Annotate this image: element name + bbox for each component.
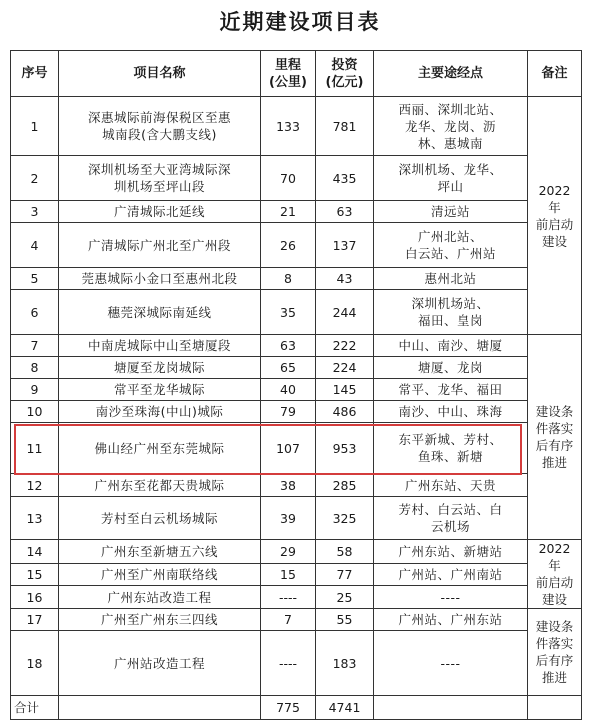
table-row xyxy=(11,97,582,156)
header-route: 主要途经点 xyxy=(374,51,528,97)
route-line: ---- xyxy=(440,655,461,671)
row-mileage: 63 xyxy=(261,335,316,357)
table-row xyxy=(11,379,582,401)
route-line: 福田、皇岗 xyxy=(417,313,483,328)
table-row xyxy=(11,474,582,497)
table-title: 近期建设项目表 xyxy=(219,10,381,34)
row-seq: 10 xyxy=(11,401,59,423)
row-seq: 6 xyxy=(11,290,59,335)
table-row xyxy=(11,268,582,290)
row-route xyxy=(374,357,528,379)
route-line: 南沙、中山、珠海 xyxy=(398,404,503,419)
row-investment: 224 xyxy=(316,357,374,379)
route-line: 清远站 xyxy=(430,204,470,219)
row-investment: 325 xyxy=(316,497,374,540)
row-project-name xyxy=(59,540,261,564)
route-line: ---- xyxy=(440,589,461,605)
row-project-name xyxy=(59,474,261,497)
project-name-line: 塘厦至龙岗城际 xyxy=(113,360,205,375)
route-line: 深圳机场站、 xyxy=(411,296,490,311)
table-row xyxy=(11,540,582,564)
row-investment: 137 xyxy=(316,223,374,268)
project-name-line: 深惠城际前海保税区至惠 xyxy=(87,110,231,125)
note-line: 2022 年 xyxy=(538,182,571,215)
note-line: 前启动 xyxy=(535,575,574,590)
row-investment: 58 xyxy=(316,540,374,564)
row-project-name xyxy=(59,497,261,540)
row-mileage: 70 xyxy=(261,156,316,201)
row-seq: 16 xyxy=(11,586,59,609)
note-group2 xyxy=(528,335,582,540)
total-row xyxy=(11,696,582,720)
row-investment: 953 xyxy=(316,423,374,474)
project-name-line: 深圳机场至大亚湾城际深 xyxy=(87,162,231,177)
header-note: 备注 xyxy=(528,51,582,97)
note-line: 前启动 xyxy=(535,216,574,232)
row-route xyxy=(374,379,528,401)
route-line: 云机场 xyxy=(430,519,470,534)
table-row xyxy=(11,335,582,357)
header-investment xyxy=(316,51,374,97)
note-line: 件落实 xyxy=(535,421,574,436)
total-empty xyxy=(59,696,261,720)
row-seq: 15 xyxy=(11,563,59,586)
row-seq: 8 xyxy=(11,357,59,379)
table-row xyxy=(11,563,582,586)
row-project-name xyxy=(59,156,261,201)
total-mileage: 775 xyxy=(261,696,316,720)
row-seq: 18 xyxy=(11,631,59,696)
table-row xyxy=(11,156,582,201)
table-row xyxy=(11,201,582,223)
row-seq: 1 xyxy=(11,97,59,156)
row-project-name xyxy=(59,97,261,156)
route-line: 广州站、广州南站 xyxy=(398,567,503,582)
header-row xyxy=(11,51,582,97)
row-route xyxy=(374,540,528,564)
route-line: 中山、南沙、塘厦 xyxy=(398,338,503,353)
route-line: 深圳机场、龙华、 xyxy=(398,162,503,177)
row-route xyxy=(374,201,528,223)
row-mileage: 107 xyxy=(261,423,316,474)
row-route xyxy=(374,423,528,474)
row-route xyxy=(374,290,528,335)
route-line: 广州东站、新塘站 xyxy=(398,543,503,559)
project-name-line: 中南虎城际中山至塘厦段 xyxy=(87,338,231,353)
row-route xyxy=(374,474,528,497)
row-project-name xyxy=(59,609,261,631)
project-name-line: 广州站改造工程 xyxy=(113,655,205,671)
row-project-name xyxy=(59,586,261,609)
header-mileage xyxy=(261,51,316,97)
row-project-name xyxy=(59,290,261,335)
row-route xyxy=(374,563,528,586)
note-line: 后有序 xyxy=(535,438,574,453)
row-mileage: 79 xyxy=(261,401,316,423)
row-route xyxy=(374,268,528,290)
total-route-empty xyxy=(374,696,528,720)
route-line: 常平、龙华、福田 xyxy=(398,382,503,397)
row-project-name xyxy=(59,357,261,379)
header-name: 项目名称 xyxy=(59,51,261,97)
total-investment: 4741 xyxy=(316,696,374,720)
note-group4 xyxy=(528,609,582,696)
row-investment: 55 xyxy=(316,609,374,631)
total-note-empty xyxy=(528,696,582,720)
row-investment: 222 xyxy=(316,335,374,357)
row-mileage: 29 xyxy=(261,540,316,564)
note-line: 推进 xyxy=(541,455,567,470)
project-name-line: 常平至龙华城际 xyxy=(113,382,205,397)
row-project-name xyxy=(59,223,261,268)
row-project-name xyxy=(59,335,261,357)
route-line: 广州站、广州东站 xyxy=(398,612,503,627)
row-mileage: 35 xyxy=(261,290,316,335)
route-line: 惠州北站 xyxy=(424,271,477,286)
header-mileage-line2: (公里) xyxy=(269,74,307,90)
row-route xyxy=(374,223,528,268)
route-line: 芳村、白云站、白 xyxy=(398,502,503,517)
project-name-line: 广州东站改造工程 xyxy=(107,589,212,605)
row-mileage: 7 xyxy=(261,609,316,631)
note-line: 件落实 xyxy=(535,636,574,651)
row-seq: 3 xyxy=(11,201,59,223)
row-project-name xyxy=(59,379,261,401)
route-line: 坪山 xyxy=(437,179,464,194)
note-line: 建设条 xyxy=(535,404,574,419)
row-mileage: 21 xyxy=(261,201,316,223)
row-route xyxy=(374,401,528,423)
route-line: 西丽、深圳北站、 xyxy=(398,101,503,117)
route-line: 东平新城、芳村、 xyxy=(398,432,503,447)
project-name-line: 广州东至花都天贵城际 xyxy=(94,477,225,493)
route-line: 广州北站、 xyxy=(417,229,483,244)
table-row xyxy=(11,401,582,423)
route-line: 林、惠城南 xyxy=(417,135,483,151)
row-investment: 25 xyxy=(316,586,374,609)
row-route xyxy=(374,497,528,540)
row-mileage: 15 xyxy=(261,563,316,586)
row-seq: 11 xyxy=(11,423,59,474)
table-row xyxy=(11,423,582,474)
project-name-line: 广州东至新塘五六线 xyxy=(100,543,218,559)
row-investment: 486 xyxy=(316,401,374,423)
row-seq: 2 xyxy=(11,156,59,201)
row-investment: 435 xyxy=(316,156,374,201)
total-label: 合计 xyxy=(11,696,59,720)
row-project-name xyxy=(59,201,261,223)
project-name-line: 广清城际北延线 xyxy=(113,204,205,219)
route-line: 广州东站、天贵 xyxy=(404,477,496,493)
row-project-name xyxy=(59,563,261,586)
row-investment: 63 xyxy=(316,201,374,223)
project-name-line: 佛山经广州至东莞城际 xyxy=(94,440,225,456)
row-route xyxy=(374,586,528,609)
row-mileage: 65 xyxy=(261,357,316,379)
row-project-name xyxy=(59,631,261,696)
row-seq: 13 xyxy=(11,497,59,540)
row-seq: 5 xyxy=(11,268,59,290)
row-route xyxy=(374,156,528,201)
project-name-line: 穗莞深城际南延线 xyxy=(107,304,212,320)
row-route xyxy=(374,97,528,156)
row-route xyxy=(374,335,528,357)
route-line: 龙华、龙岗、沥 xyxy=(404,118,496,134)
table-row xyxy=(11,497,582,540)
row-seq: 7 xyxy=(11,335,59,357)
note-group3 xyxy=(528,540,582,609)
row-project-name xyxy=(59,268,261,290)
row-investment: 145 xyxy=(316,379,374,401)
note-line: 建设 xyxy=(541,592,567,607)
row-investment: 285 xyxy=(316,474,374,497)
row-mileage: 39 xyxy=(261,497,316,540)
row-route xyxy=(374,609,528,631)
project-name-line: 广清城际广州北至广州段 xyxy=(87,237,231,253)
note-group1 xyxy=(528,97,582,335)
note-line: 后有序 xyxy=(535,653,574,668)
table-row xyxy=(11,631,582,696)
row-investment: 43 xyxy=(316,268,374,290)
row-investment: 77 xyxy=(316,563,374,586)
row-investment: 183 xyxy=(316,631,374,696)
header-invest-line2: (亿元) xyxy=(325,74,364,90)
row-investment: 244 xyxy=(316,290,374,335)
table-row xyxy=(11,609,582,631)
project-name-line: 莞惠城际小金口至惠州北段 xyxy=(81,271,238,286)
project-name-line: 南沙至珠海(中山)城际 xyxy=(95,404,224,419)
route-line: 白云站、广州站 xyxy=(404,246,496,261)
project-name-line: 圳机场至坪山段 xyxy=(113,179,205,194)
header-seq: 序号 xyxy=(11,51,59,97)
row-mileage: 133 xyxy=(261,97,316,156)
table-row xyxy=(11,586,582,609)
row-mileage: 26 xyxy=(261,223,316,268)
row-route xyxy=(374,631,528,696)
row-seq: 17 xyxy=(11,609,59,631)
header-mileage-line1: 里程 xyxy=(274,57,301,73)
row-project-name xyxy=(59,401,261,423)
note-line: 建设 xyxy=(541,233,567,249)
row-seq: 4 xyxy=(11,223,59,268)
row-seq: 9 xyxy=(11,379,59,401)
row-mileage: ---- xyxy=(261,586,316,609)
row-mileage: 38 xyxy=(261,474,316,497)
row-mileage: ---- xyxy=(261,631,316,696)
project-name-line: 芳村至白云机场城际 xyxy=(100,510,218,526)
note-line: 建设条 xyxy=(535,619,574,634)
row-seq: 14 xyxy=(11,540,59,564)
header-invest-line1: 投资 xyxy=(331,57,358,73)
row-investment: 781 xyxy=(316,97,374,156)
table-row xyxy=(11,290,582,335)
note-line: 推进 xyxy=(541,670,567,685)
row-mileage: 40 xyxy=(261,379,316,401)
route-line: 鱼珠、新塘 xyxy=(417,449,483,464)
row-project-name xyxy=(59,423,261,474)
table-row xyxy=(11,357,582,379)
route-line: 塘厦、龙岗 xyxy=(417,360,483,375)
project-table xyxy=(10,50,582,720)
table-row xyxy=(11,223,582,268)
row-mileage: 8 xyxy=(261,268,316,290)
row-seq: 12 xyxy=(11,474,59,497)
project-name-line: 广州至广州南联络线 xyxy=(100,567,218,582)
project-name-line: 城南段(含大鹏支线) xyxy=(102,127,217,142)
note-line: 2022 年 xyxy=(538,541,571,573)
project-name-line: 广州至广州东三四线 xyxy=(100,612,218,627)
